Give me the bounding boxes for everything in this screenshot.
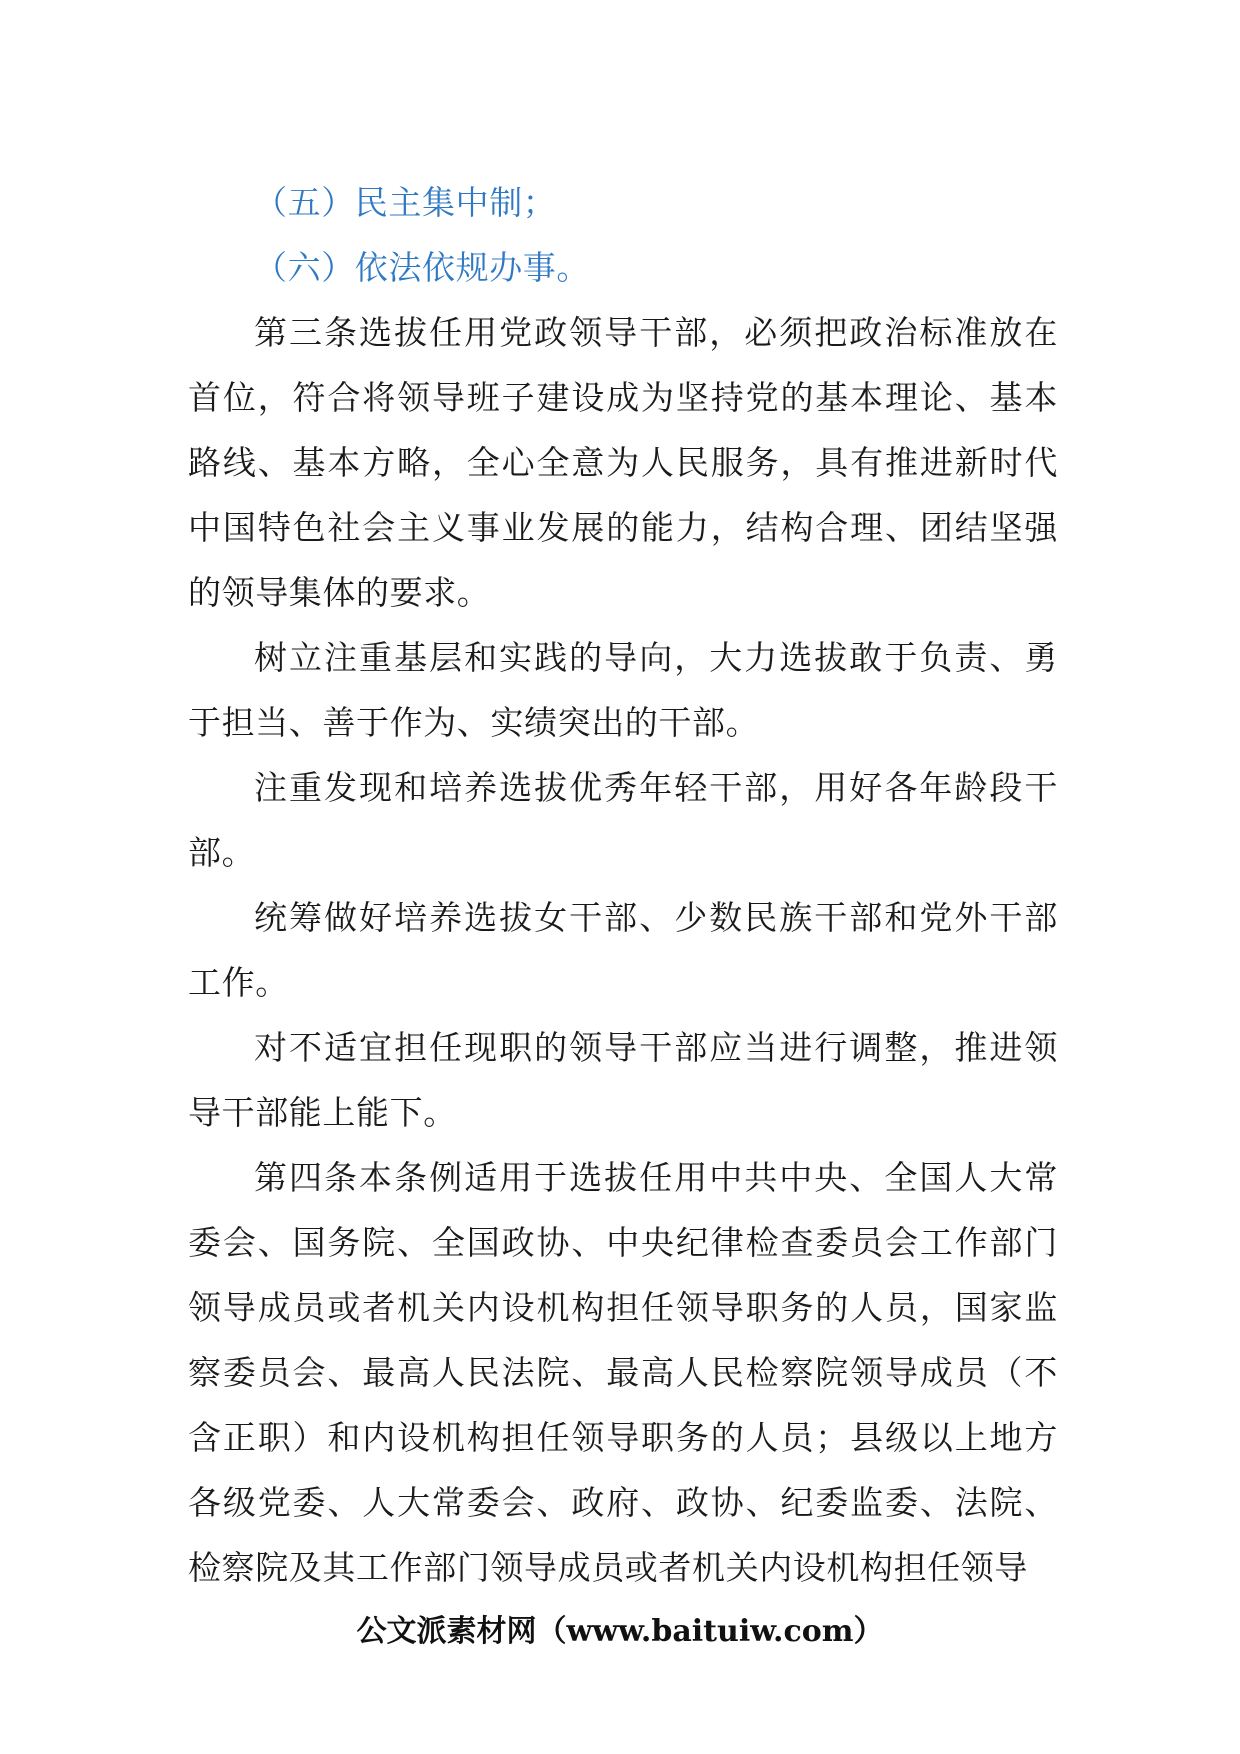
young-cadres-paragraph: 注重发现和培养选拔优秀年轻干部，用好各年龄段干部。: [188, 768, 1058, 872]
article-four-paragraph: 第四条本条例适用于选拔任用中共中央、全国人大常委会、国务院、全国政协、中央纪律检查委员会工作部门领导成员或者机关内设机构担任领导职务的人员，国家监察委员会、最高人民法院、最高人民检察院领导成员（不含正职）和内设机构担任领导职务的人员；县级以上地方各级党委、人大常委会、政府、政协、纪委监委、法院、检察院及其工作部门领导成员或者机关内设机构担任领导: [188, 1158, 1058, 1587]
adjustment-paragraph: 对不适宜担任现职的领导干部应当进行调整，推进领导干部能上能下。: [188, 1028, 1058, 1132]
clause-item-six: （六）依法依规办事。: [254, 248, 590, 287]
women-minority-cadres-paragraph: 统筹做好培养选拔女干部、少数民族干部和党外干部工作。: [188, 898, 1058, 1002]
article-three-paragraph: 第三条选拔任用党政领导干部，必须把政治标准放在首位，符合将领导班子建设成为坚持党的基本理论、基本路线、基本方略，全心全意为人民服务，具有推进新时代中国特色社会主义事业发展的能力，结构合理、团结坚强的领导集体的要求。: [188, 313, 1058, 612]
clause-item-five: （五）民主集中制；: [254, 183, 557, 222]
footer-watermark: 公文派素材网（www.baituiw.com）: [356, 1614, 884, 1649]
grassroots-orientation-paragraph: 树立注重基层和实践的导向，大力选拔敢于负责、勇于担当、善于作为、实绩突出的干部。: [188, 638, 1058, 742]
document-body: [188, 170, 1058, 1600]
